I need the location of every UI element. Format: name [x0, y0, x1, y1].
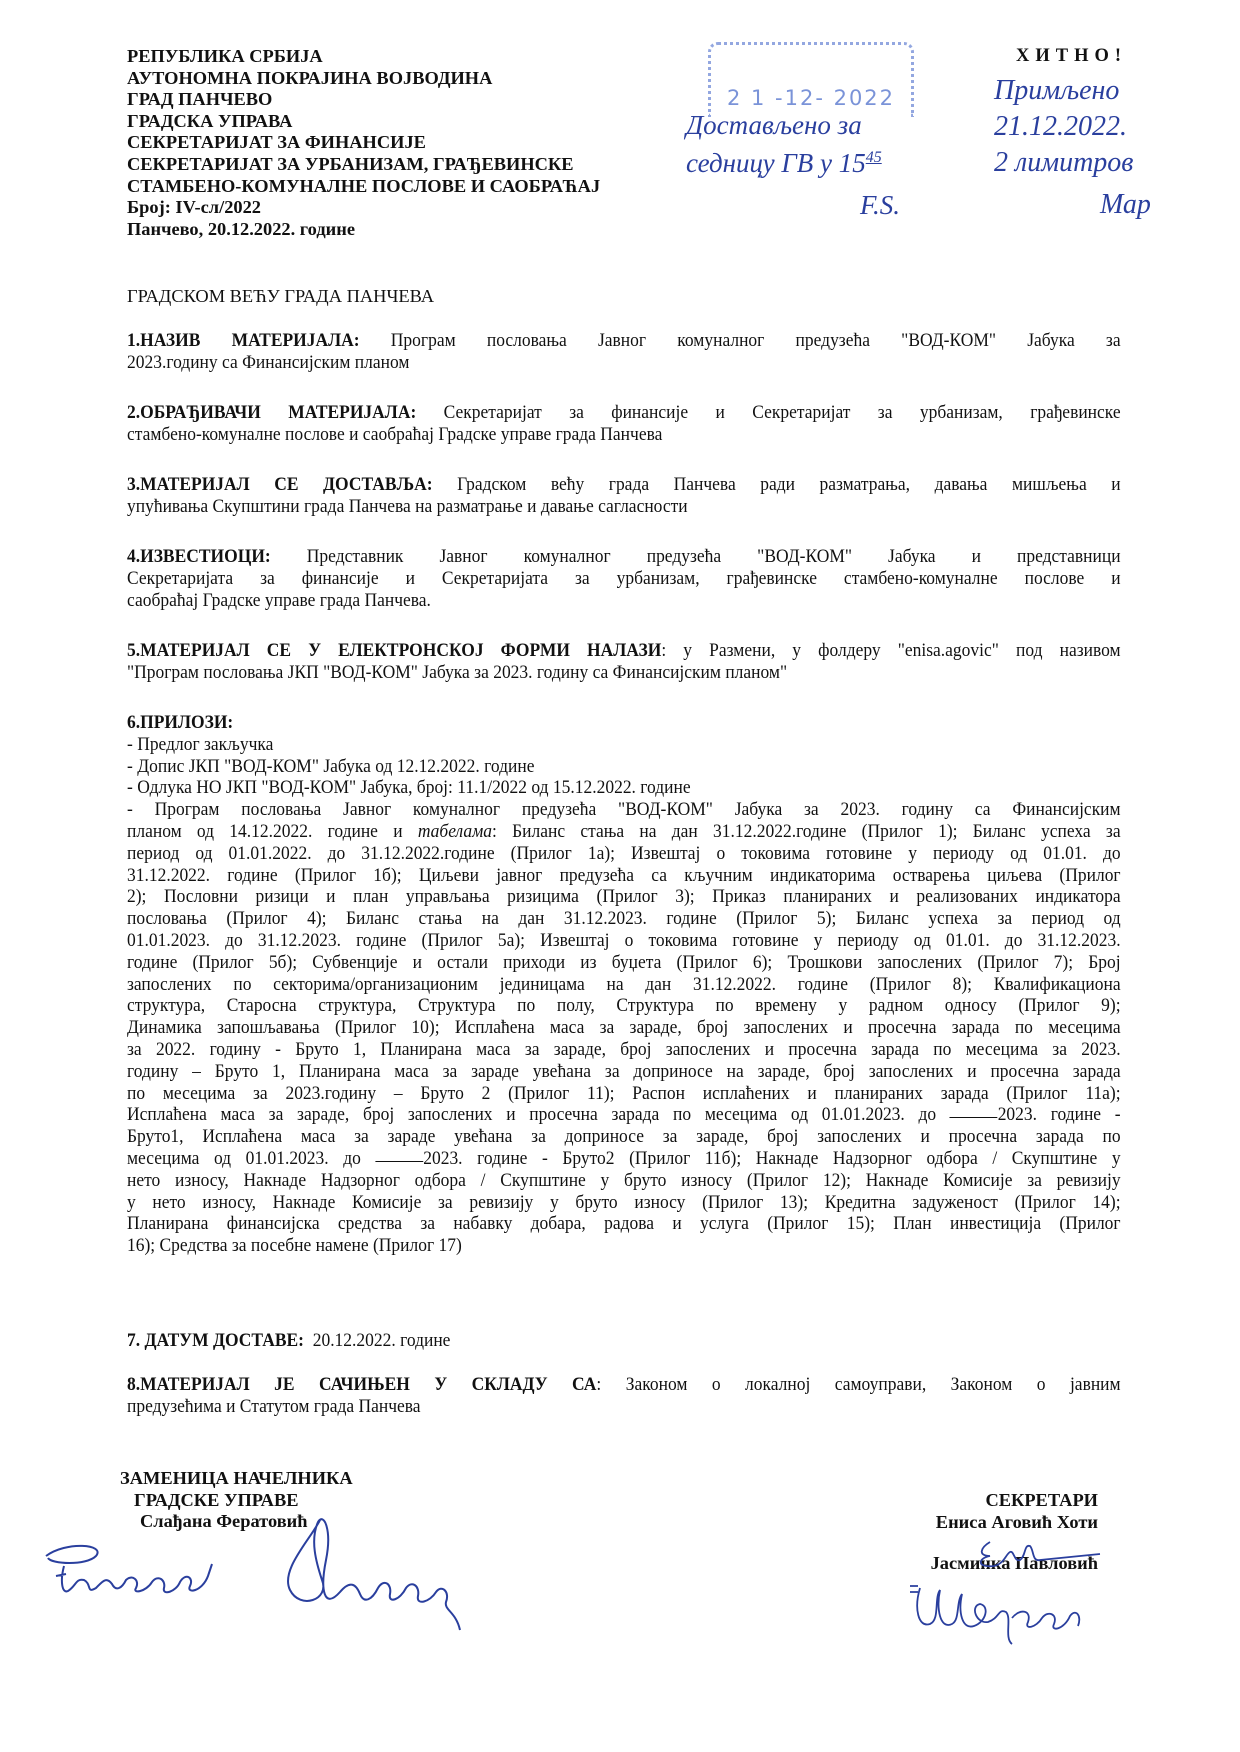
handwritten-note: 21.12.2022. — [994, 111, 1127, 142]
blank-field — [375, 1160, 423, 1162]
letterhead-line: СЕКРЕТАРИЈАТ ЗА ФИНАНСИЈЕ — [127, 132, 426, 153]
section-electronic-form: 5.МАТЕРИЈАЛ СЕ У ЕЛЕКТРОНСКОЈ ФОРМИ НАЛАЗИ: у Размени, у фолдеру "enisa.agovic" под називом "Програм пословања ЈКП "ВОД-КОМ" Јабука за 2023. годину са Финансијским планом" — [127, 640, 1121, 683]
handwritten-stamp-note: седницу ГВ у $15^{45}$ — [686, 148, 882, 178]
urgent-label: ХИТНО! — [1016, 46, 1128, 66]
document-date: Панчево, 20.12.2022. године — [127, 218, 355, 239]
letterhead — [127, 46, 600, 240]
section-heading: 4.ИЗВЕСТИОЦИ: — [127, 546, 271, 567]
attachment-item-program: - Програм пословања Јавног комуналног предузећа "ВОД-КОМ" Јабука за 2023. годину са Финансијским планом од 14.12.2022. године и табелама: Биланс стања на дан 31.12.2022.године (Прилог 1); Биланс успеха за период од 01.01.2022. до 31.12.2022.године (Прилог 1а); Извештај о токовима готовине у периоду од 01.01. до 31.12.2022. године (Прилог 1б); Циљеви јавног предузећа са кључним индикаторима остварења циљева (Прилог 2); Пословни ризици и план управљања ризицима (Прилог 3); Приказ планираних и реализованих индикатора пословања (Прилог 4); Биланс стања на дан 31.12.2023. године (Прилог 5); Биланс успеха за период од 01.01.2023. до 31.12.2023. године (Прилог 5а); Извештај о токовима готовине у периоду од 01.01. до 31.12.2023. године (Прилог 5б); Субвенције и остали приходи из буџета (Прилог 6); Трошкови запослених (Прилог 7); Број запослених по секторима/организационим јединицама на дан 31.12.2022. године (Прилог 8); Квалификациона структура, Старосна структура, Структура по полу, Структура по времену у радном односу (Прилог 9); Динамика запошљавања (Прилог 10); Исплаћена маса за зараде, број запослених и просечна зарада по месецима за 2022. годину - Бруто 1, Планирана маса за зараде, број запослених и просечна зарада по месецима за 2023. годину – Бруто 1, Планирана маса за зараде увећана за доприносе на зараде, број запослених и просечна зарада по месецима за 2023.годину – Бруто 2 (Прилог 11); Распон исплаћених и планираних зарада (Прилог 11а); Исплаћена маса за зараде, број запослених и просечна зарада по месецима од 01.01.2023. до 2023. године - Бруто1, Исплаћена маса за зараде увећана за доприносе за зараде, број запослених и просечна зарада по месецима од 01.01.2023. до 2023. године - Бруто2 (Прилог 11б); Накнаде Надзорног одбора / Скупштине у нето износу, Накнаде Надзорног одбора / Скупштине у бруто износу (Прилог 12); Накнаде Комисије за ревизију у нето износу, Накнаде Комисије за ревизију у бруто износу (Прилог 13); Кредитна задуженост (Прилог 14); Планирана финансијска средства за набавку добара, радова и услуга (Прилог 15); План инвестиција (Прилог 16); Средства за посебне намене (Прилог 17) — [127, 799, 1121, 1257]
section-delivery-date — [127, 1330, 1121, 1352]
section-rapporteurs: 4.ИЗВЕСТИОЦИ: Представник Јавног комуналног предузећа "ВОД-КОМ" Јабука и представници Секретаријата за финансије и Секретаријата за урбанизам, грађевинске стамбено-комуналне послове и саобраћај Градске управе града Панчева. — [127, 546, 1121, 611]
signatory-title: ЗАМЕНИЦА НАЧЕЛНИКА — [120, 1468, 353, 1488]
section-heading: 8.МАТЕРИЈАЛ ЈЕ САЧИЊЕН У СКЛАДУ СА — [127, 1374, 597, 1395]
section-material-authors: 2.ОБРАЂИВАЧИ МАТЕРИЈАЛА: Секретаријат за финансије и Секретаријат за урбанизам, грађевинске стамбено-комуналне послове и саобраћај Градске управе града Панчева — [127, 402, 1121, 445]
letterhead-line: СТАМБЕНО-КОМУНАЛНЕ ПОСЛОВЕ И САОБРАЋАЈ — [127, 175, 601, 196]
handwritten-note: 2 лимитров — [994, 147, 1134, 178]
handwritten-signature — [900, 1578, 1100, 1653]
letterhead-line: АУТОНОМНА ПОКРАЈИНА ВОЈВОДИНА — [127, 67, 493, 88]
attachment-item: - Одлука НО ЈКП "ВОД-КОМ" Јабука, број: 11.1/2022 од 15.12.2022. године — [127, 777, 691, 799]
signatory-title: ГРАДСКЕ УПРАВЕ — [134, 1489, 299, 1510]
handwritten-stamp-note: Достављено за — [686, 110, 862, 140]
section-material-name: 1.НАЗИВ МАТЕРИЈАЛА: Програм пословања Јавног комуналног предузећа "ВОД-КОМ" Јабука за 2023.годину са Финансијским планом — [127, 330, 1121, 373]
letterhead-line: СЕКРЕТАРИЈАТ ЗА УРБАНИЗАМ, ГРАЂЕВИНСКЕ — [127, 153, 574, 174]
signatory-name: Јасминка Павловић — [930, 1553, 1098, 1574]
handwritten-note: Мар — [1100, 189, 1151, 220]
section-heading: 1.НАЗИВ МАТЕРИЈАЛА: — [127, 330, 360, 351]
signatory-name: Ениса Аговић Хоти — [935, 1511, 1098, 1532]
handwritten-signature — [260, 1500, 480, 1645]
section-heading: 6.ПРИЛОЗИ: — [127, 712, 234, 733]
handwritten-signature — [970, 1534, 1110, 1579]
stamp-date: 2 1 -12- 2022 — [726, 86, 896, 110]
section-heading: 2.ОБРАЂИВАЧИ МАТЕРИЈАЛА: — [127, 402, 417, 423]
handwritten-initials: F.S. — [860, 190, 901, 220]
handwritten-signature — [36, 1536, 236, 1621]
document-number: Број: IV-сл/2022 — [127, 197, 261, 218]
blank-field — [950, 1116, 998, 1118]
section-heading: 3.МАТЕРИЈАЛ СЕ ДОСТАВЉА: — [127, 474, 433, 495]
section-compliance: 8.МАТЕРИЈАЛ ЈЕ САЧИЊЕН У СКЛАДУ СА: Законом о локалној самоуправи, Законом о јавним предузећима и Статутом града Панчева — [127, 1374, 1121, 1417]
attachment-item: - Допис ЈКП "ВОД-КОМ" Јабука од 12.12.2022. године — [127, 755, 535, 777]
signatory-title: СЕКРЕТАРИ — [985, 1490, 1098, 1510]
letterhead-line: ГРАД ПАНЧЕВО — [127, 89, 273, 110]
received-stamp — [700, 36, 922, 116]
section-attachments — [127, 712, 1121, 1257]
handwritten-note: Примљено — [994, 75, 1120, 106]
letterhead-line: ГРАДСКА УПРАВА — [127, 110, 293, 131]
recipient: ГРАДСКОМ ВЕЋУ ГРАДА ПАНЧЕВА — [127, 286, 435, 306]
signatory-name: Слађана Фератовић — [140, 1511, 308, 1532]
delivery-date: 20.12.2022. године — [312, 1330, 451, 1351]
section-material-delivered: 3.МАТЕРИЈАЛ СЕ ДОСТАВЉА: Градском већу града Панчева ради разматрања, давања мишљења и упућивања Скупштини града Панчева на разматрање и давање сагласности — [127, 474, 1121, 517]
attachment-item: - Предлог закључка — [127, 733, 274, 755]
section-heading: 7. ДАТУМ ДОСТАВЕ: — [127, 1330, 304, 1351]
letterhead-line: РЕПУБЛИКА СРБИЈА — [127, 46, 323, 66]
section-heading: 5.МАТЕРИЈАЛ СЕ У ЕЛЕКТРОНСКОЈ ФОРМИ НАЛАЗИ — [127, 640, 662, 661]
